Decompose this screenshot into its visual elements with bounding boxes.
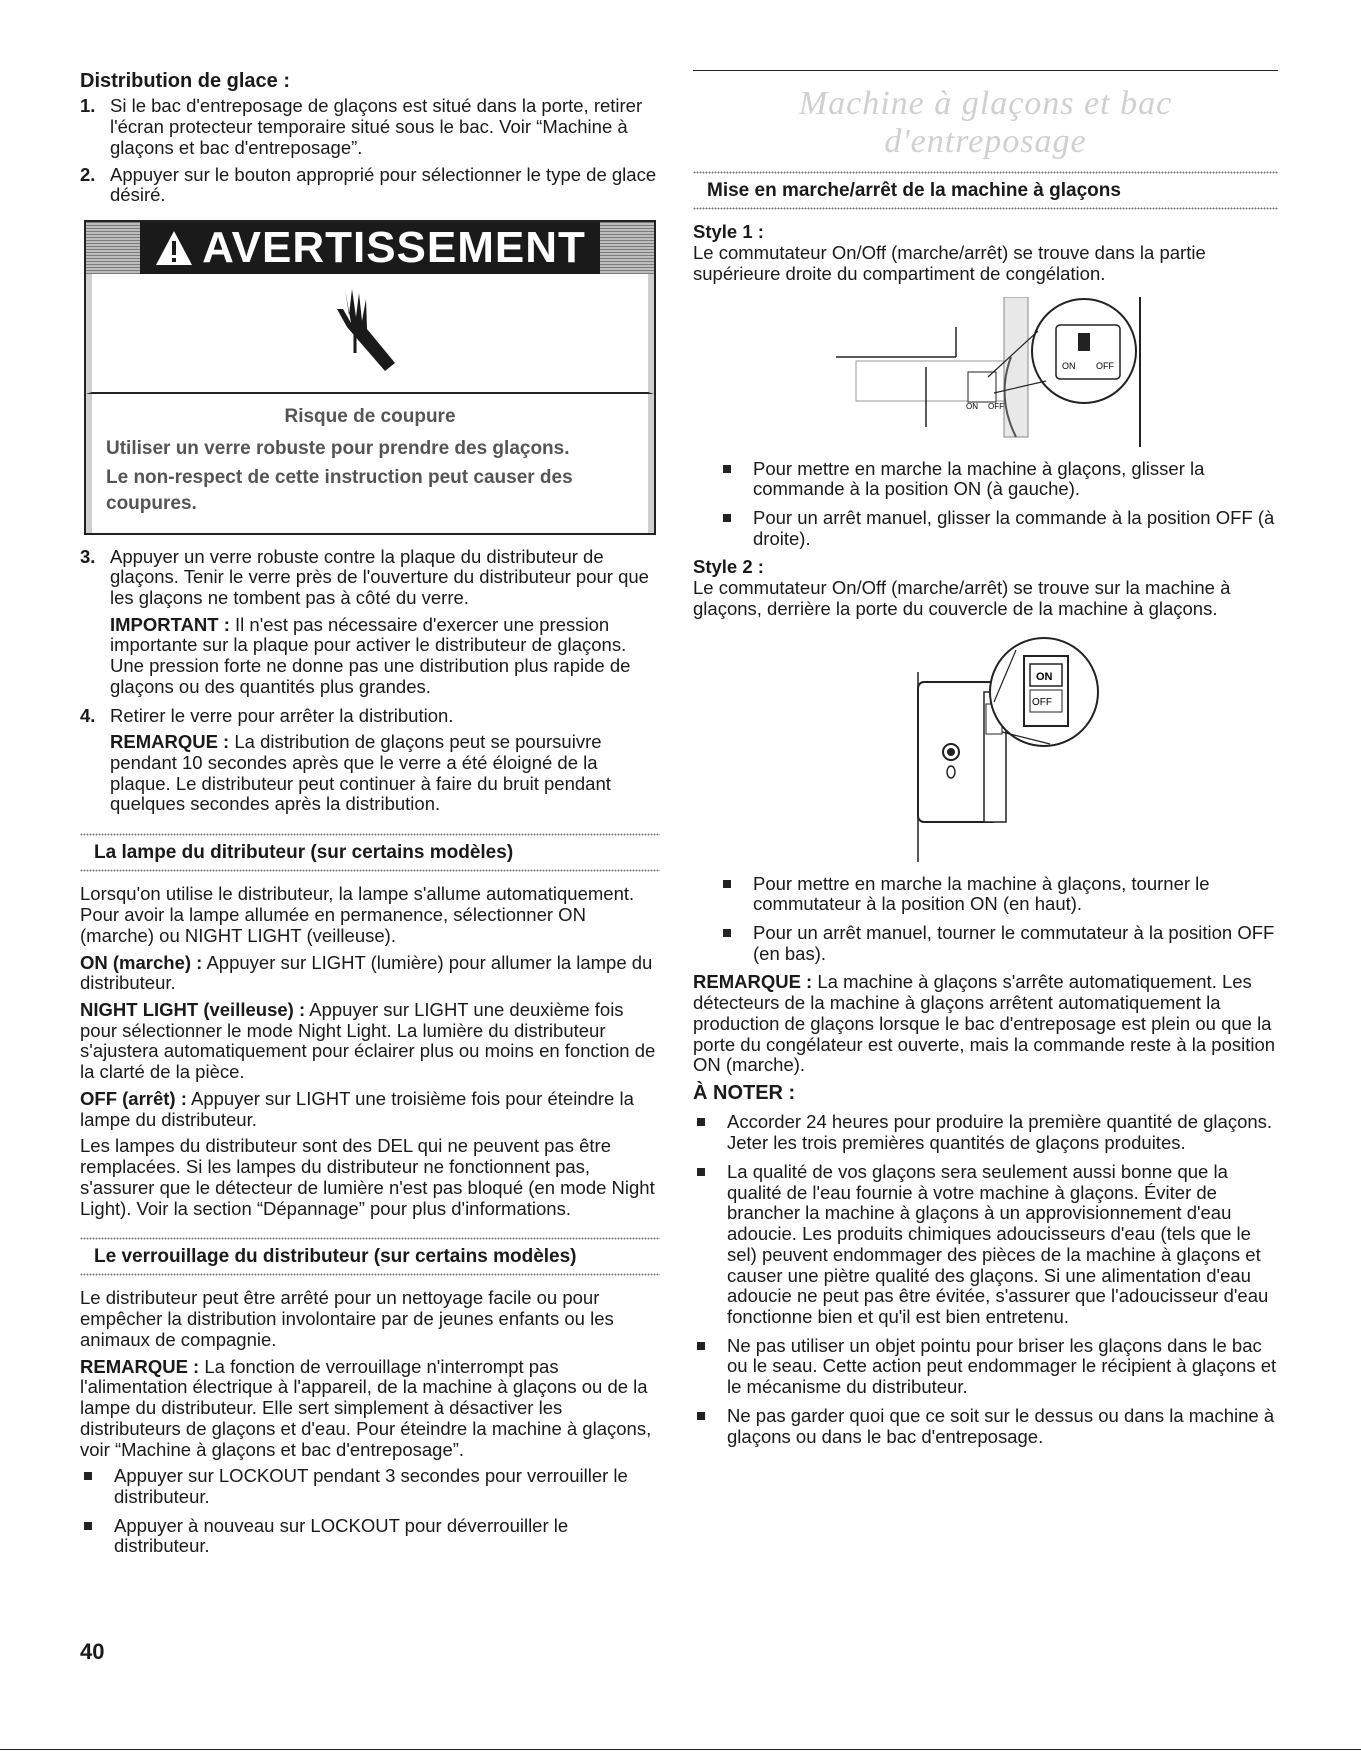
remarque-note [110, 732, 660, 815]
style1-label: Style 1 : [693, 221, 764, 243]
bullet-square-icon [723, 880, 731, 888]
important-text: Il n'est pas nécessaire d'exercer une pression importante sur la plaque pour activer le distributeur de glaçons. Une pression forte ne donne pas une distribution plus rapide de glaçons ou des quantités plus grandes. [110, 613, 631, 697]
onoff-heading: Mise en marche/arrêt de la machine à glaçons [707, 180, 1121, 202]
warning-triangle-icon [154, 229, 194, 267]
lamp-section-header [80, 833, 660, 872]
lamp-on-label: ON (marche) : [80, 951, 203, 973]
style2-bullet [723, 874, 1278, 915]
step-text: Appuyer un verre robuste contre la plaque du distributeur de glaçons. Tenir le verre près de l'ouverture du distributeur pour que les glaçons ne tombent pas à côté du verre. [110, 545, 649, 608]
warning-consequence: Le non-respect de cette instruction peut causer des coupures. [106, 467, 573, 514]
style1-switch-illustration [816, 297, 1156, 447]
warning-body [86, 394, 654, 533]
lamp-off [80, 1089, 660, 1130]
style1-off-label: OFF [1095, 360, 1114, 371]
bullet-square-icon [697, 1412, 705, 1420]
lamp-intro: Lorsqu'on utilise le distributeur, la lampe s'allume automatiquement. Pour avoir la lampe allumée en permanence, sélectionner ON (marche) ou NIGHT LIGHT (veilleuse). [80, 883, 635, 946]
bullet-text: Appuyer à nouveau sur LOCKOUT pour déverrouiller le distributeur. [114, 1514, 569, 1557]
step-text: Appuyer sur le bouton approprié pour sélectionner le type de glace désiré. [110, 163, 657, 206]
style1-small-off-label: OFF [987, 401, 1004, 411]
lamp-off-text: Appuyer sur LIGHT une troisième fois pour éteindre la lampe du distributeur. [80, 1087, 634, 1130]
lock-remarque-text: La fonction de verrouillage n'interrompt pas l'alimentation électrique à l'appareil, de la machine à glaçons ou de la lampe du distributeur. Elle sert simplement à désactiver les distributeurs de glaçons et d'eau. Pour éteindre la machine à glaçons, voir “Machine à glaçons et bac d'entreposage”. [80, 1355, 652, 1460]
bullet-text: Pour mettre en marche la machine à glaçons, tourner le commutateur à la position ON (en haut). [753, 872, 1210, 915]
style2-on-label: ON [1035, 670, 1052, 683]
divider [80, 1273, 660, 1276]
warning-title [140, 222, 600, 274]
important-label: IMPORTANT : [110, 613, 230, 635]
lamp-off-label: OFF (arrêt) : [80, 1087, 187, 1109]
bullet-square-icon [697, 1168, 705, 1176]
step-number: 1. [80, 95, 96, 117]
bullet-text: Appuyer sur LOCKOUT pendant 3 secondes pour verrouiller le distributeur. [114, 1465, 628, 1507]
style1-bullet [723, 459, 1278, 500]
important-note [110, 615, 660, 698]
remarque-text: La distribution de glaçons peut se poursuivre pendant 10 secondes après que le verre a été éloigné de la plaque. Le distributeur peut continuer à faire du bruit pendant quelques secondes après la distribution. [110, 731, 611, 815]
noter-bullet [693, 1112, 1278, 1153]
bullet-text: Ne pas garder quoi que ce soit sur le dessus ou dans la machine à glaçons ou dans le bac d'entreposage. [727, 1404, 1275, 1447]
step-text: Si le bac d'entreposage de glaçons est situé dans la porte, retirer l'écran protecteur temporaire situé sous le bac. Voir “Machine à glaçons et bac d'entreposage”. [110, 95, 643, 158]
lamp-led: Les lampes du distributeur sont des DEL qui ne peuvent pas être remplacées. Si les lampes du distributeur ne fonctionnent pas, s'assurer que le détecteur de lumière n'est pas bloqué (en mode Night Light). Voir la section “Dépannage” pour plus d'informations. [80, 1135, 655, 1219]
lock-bullet [80, 1516, 660, 1557]
step-4 [80, 706, 660, 727]
right-remarque-text: La machine à glaçons s'arrête automatiquement. Les détecteurs de la machine à glaçons arrêtent automatiquement la production de glaçons lorsque le bac d'entreposage est plein ou que la porte du congélateur est ouverte, mais la commande reste à la position ON (marche). [693, 971, 1276, 1076]
bullet-square-icon [84, 1522, 92, 1530]
noter-bullet [693, 1162, 1278, 1328]
step-number: 3. [80, 545, 96, 567]
ice-dispensing-heading: Distribution de glace : [80, 70, 291, 92]
right-remarque-label: REMARQUE : [693, 971, 813, 993]
warning-title-text: AVERTISSEMENT [202, 222, 586, 272]
bottom-rule [0, 1749, 1361, 1750]
style2-off-label: OFF [1031, 696, 1052, 708]
step-1 [80, 96, 660, 158]
lock-remarque [80, 1357, 660, 1461]
style2-text: Le commutateur On/Off (marche/arrêt) se trouve sur la machine à glaçons, derrière la porte du couvercle de la machine à glaçons. [693, 577, 1231, 619]
step-3 [80, 547, 660, 609]
style2-switch-illustration [856, 632, 1116, 862]
lock-heading: Le verrouillage du distributeur (sur certains modèles) [94, 1246, 577, 1268]
onoff-section-header [693, 171, 1278, 210]
style1-bullet [723, 508, 1278, 549]
bullet-square-icon [697, 1342, 705, 1350]
page-number: 40 [80, 1639, 105, 1664]
noter-bullet [693, 1336, 1278, 1398]
warning-risk: Risque de coupure [284, 405, 456, 427]
step-number: 2. [80, 163, 96, 185]
section-title: Machine à glaçons et bac d'entreposage [798, 85, 1173, 161]
bullet-square-icon [697, 1118, 705, 1126]
bullet-square-icon [723, 929, 731, 937]
right-remarque [693, 972, 1278, 1076]
lamp-night [80, 1000, 660, 1083]
style2-bullet [723, 923, 1278, 964]
style1-on-label: ON [1061, 360, 1075, 371]
bullet-square-icon [84, 1472, 92, 1480]
cut-hand-icon [325, 283, 415, 383]
warning-icon-area [86, 274, 654, 394]
warning-box [84, 220, 656, 535]
lamp-night-label: NIGHT LIGHT (veilleuse) : [80, 999, 306, 1021]
lamp-on [80, 953, 660, 994]
divider [693, 207, 1278, 210]
lock-bullet [80, 1466, 660, 1507]
right-column [693, 70, 1278, 1455]
step-2 [80, 165, 660, 206]
remarque-label: REMARQUE : [110, 731, 230, 753]
noter-heading: À NOTER : [693, 1082, 796, 1105]
warning-header [86, 222, 654, 274]
bullet-text: Ne pas utiliser un objet pointu pour briser les glaçons dans le bac ou le seau. Cette action peut endommager le récipient à glaçons et le mécanisme du distributeur. [727, 1334, 1277, 1398]
bullet-text: Pour un arrêt manuel, glisser la commande à la position OFF (à droite). [753, 507, 1275, 549]
lock-remarque-label: REMARQUE : [80, 1355, 200, 1377]
bullet-text: Pour mettre en marche la machine à glaçons, glisser la commande à la position ON (à gauche). [753, 457, 1205, 500]
noter-bullet [693, 1406, 1278, 1447]
bullet-text: Pour un arrêt manuel, tourner le commutateur à la position OFF (en bas). [753, 922, 1275, 964]
style1-small-on-label: ON [965, 401, 978, 411]
bullet-square-icon [723, 514, 731, 522]
bullet-text: La qualité de vos glaçons sera seulement aussi bonne que la qualité de l'eau fournie à votre machine à glaçons. Éviter de brancher la machine à glaçons à un approvisionnement d'eau adoucie. Les produits chimiques adoucisseurs d'eau (tels que le sel) peuvent endommager des pièces de la machine à glaçons et causer une piètre qualité des glaçons. Si une alimentation d'eau adoucie ne peut pas être évitée, s'assurer que l'adoucisseur d'eau fonctionne bien et qu'il est bien entretenu. [727, 1160, 1269, 1327]
bullet-square-icon [723, 465, 731, 473]
style1-text: Le commutateur On/Off (marche/arrêt) se trouve dans la partie supérieure droite du compartiment de congélation. [693, 242, 1206, 284]
lock-intro: Le distributeur peut être arrêté pour un nettoyage facile ou pour empêcher la distribution involontaire par de jeunes enfants ou les animaux de compagnie. [80, 1287, 614, 1350]
lock-section-header [80, 1237, 660, 1276]
lamp-night-text: Appuyer sur LIGHT une deuxième fois pour sélectionner le mode Night Light. La lumière du distributeur s'ajustera automatiquement pour éclairer plus ou moins en fonction de la clarté de la pièce. [80, 999, 656, 1083]
style2-label: Style 2 : [693, 556, 764, 578]
warning-instruction: Utiliser un verre robuste pour prendre des glaçons. [106, 437, 570, 459]
step-text: Retirer le verre pour arrêter la distribution. [110, 704, 454, 726]
lamp-heading: La lampe du ditributeur (sur certains modèles) [94, 842, 514, 864]
divider [80, 869, 660, 872]
bullet-text: Accorder 24 heures pour produire la première quantité de glaçons. Jeter les trois premières quantités de glaçons produites. [727, 1111, 1273, 1154]
step-number: 4. [80, 704, 96, 726]
lamp-on-text: Appuyer sur LIGHT (lumière) pour allumer la lampe du distributeur. [80, 951, 653, 994]
left-column [80, 70, 660, 1565]
